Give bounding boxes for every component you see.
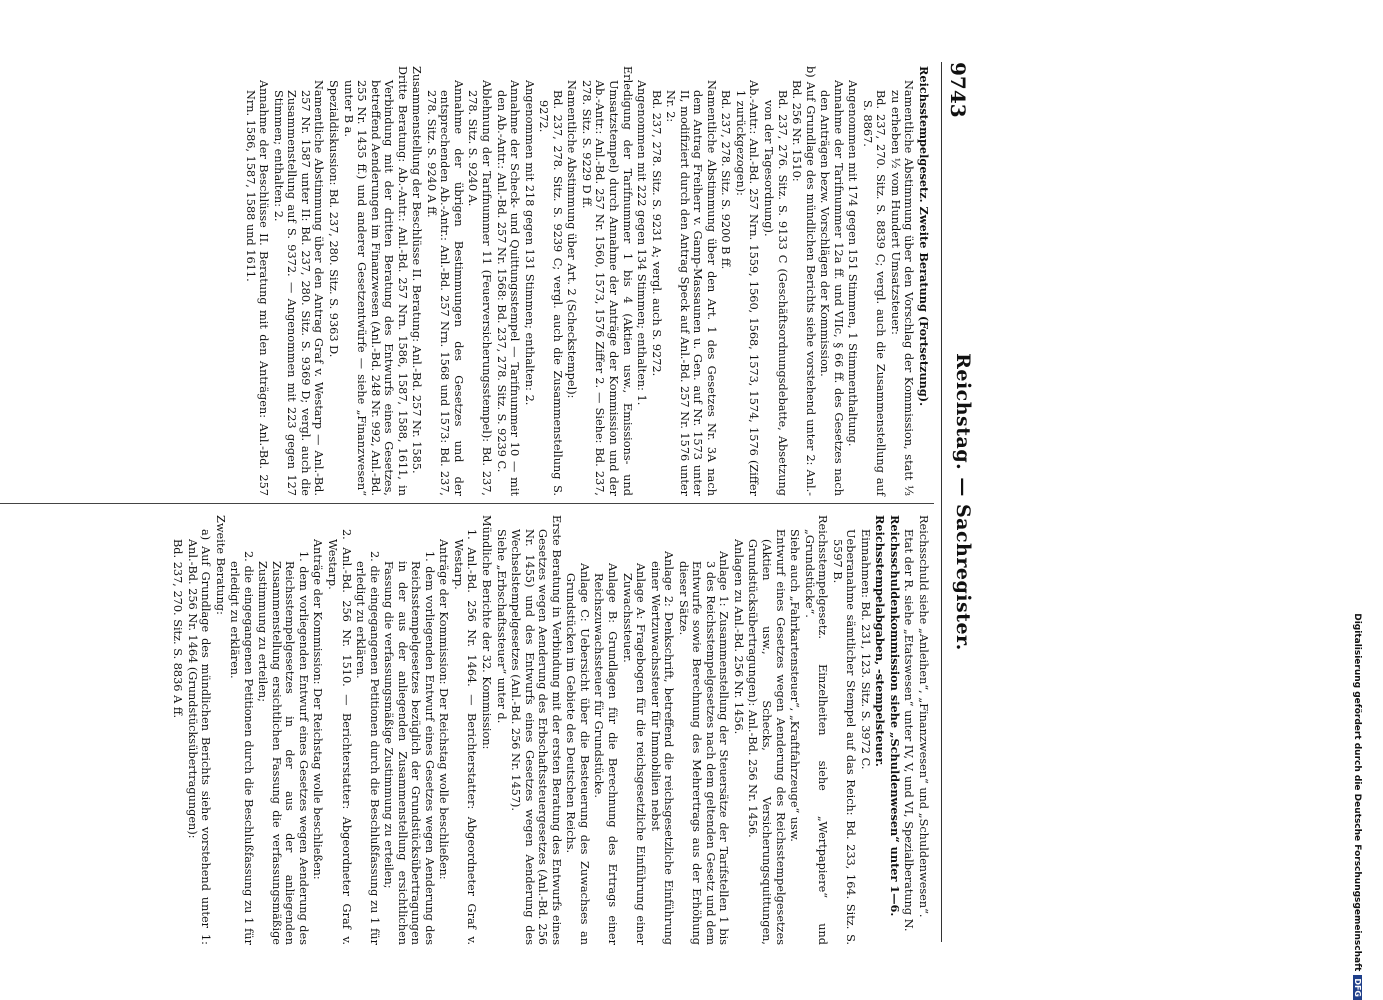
right-column (169, 515, 930, 945)
entry-line: Bd. 237, 276. Sitz. S. 9133 C (Geschäftsordnungsdebatte, Absetzung von der Tagesordnung). (761, 90, 789, 496)
entry-line: Bd. 237, 270. Sitz. S. 8836 A ff. (171, 539, 185, 719)
entry-line: 2. die eingegangenen Petitionen durch die Beschlußfassung zu 1 für erledigt zu erklären. (228, 551, 255, 945)
entry-line: Ab.-Antr.: Anl.-Bd. 257 Nrn. 1559, 1560, 1568, 1573, 1574, 1576 (Ziffer 1 zurückgezogen): (733, 80, 761, 496)
entry-line: Mündliche Berichte der 32. Kommission: (480, 515, 494, 750)
entry-heading: Reichsschuldenkommission siehe „Schuldenwesen“ unter 1—6. (887, 515, 902, 917)
entry-line: Annahme der Tarifnummer 12a ff. und VIIc, § 66 ff. des Gesetzes nach den Anträgen bezw. Vorschlägen der Kommission. (818, 80, 845, 496)
entry-line: Anlagen zu Anl.-Bd. 256 Nr. 1456. (731, 539, 745, 735)
entry-line: Annahme der Scheck- und Quittungsstempel — Tarifnummer 10 — mit den Ab.-Antr.: Anl.-Bd. 257 Nr. 1568: Bd. 237, 278. Sitz. S. 9239 C. (494, 80, 522, 496)
running-title: Reichstag. — Sachregister. (952, 353, 974, 651)
entry-line: Erledigung der Tarifnummer 1 bis 4 (Aktien usw., Emissions- und Umsatzstempel) durch Annahme der Anträge der Kommission und der Ab.-Antr.: Anl.-Bd. 257 Nr. 1560, 1573, 1576 Ziffer 2. — Siehe: Bd. 237, 278. Sitz. S. 9229 D ff. (579, 66, 634, 496)
entry-line: Namentliche Abstimmung über den Art. 1 des Gesetzes Nr. 3A nach dem Antrag Freiherr v. Gamp-Massaunen u. Gen. auf Nr. 1573 unter II, modifiziert durch den Antrag Speck auf Anl.-Bd. 257 Nr. 1576 unter Nr. 2: (664, 80, 718, 496)
entry-line: Zusammenstellung der Beschlüsse II. Beratung: Anl.-Bd. 257 Nr. 1585. (410, 66, 424, 474)
column-divider (0, 503, 934, 504)
entry-line: Anlage C: Uebersicht über die Besteuerung des Zuwachses an Grundstücken im Gebiete des Deutschen Reichs. (564, 563, 591, 945)
entry-line: Angenommen mit 174 gegen 151 Stimmen, 1 Stimmenthaltung. (846, 80, 860, 447)
entry-line: Annahme der übrigen Bestimmungen des Gesetzes und der entsprechenden Ab.-Antr.: Anl.-Bd. 257 Nrn. 1568 und 1573: Bd. 237, 278. Sitz. S. 9240 A ff. (424, 80, 465, 496)
entry-line: Namentliche Abstimmung über den Antrag Graf v. Westarp — Anl.-Bd. 257 Nr. 1587 unter II: Bd. 237, 280. Sitz. S. 9369 D; vergl. auch die Zusammenstellung auf S. 9372. — Angenommen mit 223 gegen 127 Stimmen; enthalten: 2. (271, 80, 326, 496)
entry-line: Bd. 237, 278. Sitz. S. 9231 A; vergl. auch S. 9272. (649, 90, 663, 377)
entry-line: 1. Anl.-Bd. 256 Nr. 1464. — Berichterstatter: Abgeordneter Graf v. Westarp. (451, 529, 479, 945)
entry-line: Ablehnung der Tarifnummer 11 (Feuerversicherungsstempel): Bd. 237, 278. Sitz. S. 9240 A. (466, 80, 494, 496)
entry-line: Angenommen mit 218 gegen 131 Stimmen; enthalten: 2. (522, 80, 536, 406)
entry-line: Bd. 237, 270. Sitz. S. 8839 C; vergl. auch die Zusammenstellung auf S. 8867. (860, 90, 888, 496)
entry-heading: Reichsstempelgesetz. Einzelheiten siehe „Wertpapiere“ und „Grundstücke“. (802, 515, 830, 945)
entry-line: Anträge der Kommission: Der Reichstag wolle beschließen: (437, 539, 451, 880)
credit-text: Digitalisierung gefördert durch die Deutsche Forschungsgemeinschaft (1352, 613, 1362, 972)
entry-line: Etat der R. siehe „Etatswesen“ unter IV, V, und VI, Spezialberatung N. (902, 529, 916, 932)
dfg-logo: DFG (1353, 975, 1362, 1000)
entry-line: Ueberanahme sämtlicher Stempel auf das Reich: Bd. 233, 164. Sitz. S. 5597 B. (830, 529, 858, 945)
header-rule (941, 62, 942, 942)
page-header (934, 62, 974, 942)
entry-line: Entwurf eines Gesetzes wegen Aenderung des Reichsstempelgesetzes (Aktien usw., Schecks, Versicherungsquittungen, Grundstücksübertragungen): Anl.-Bd. 256 Nr. 1456. (746, 529, 787, 945)
entry-line: Anlage 1: Zusammenstellung der Steuersätze der Tarifstellen 1 bis 3 des Reichsstempelgesetzes nach dem geltenden Gesetz und dem Entwurfe sowie Berechnung des Mehrertrags aus der Erhöhung dieser Sätze. (676, 551, 731, 945)
entry-heading: Reichsschuld siehe „Anleihen“, „Finanzwesen“ und „Schuldenwesen“. (917, 515, 930, 918)
entry-line: Anträge der Kommission: Der Reichstag wolle beschließen: (311, 539, 325, 880)
entry-line: Dritte Beratung: Ab.-Antr.: Anl.-Bd. 257 Nrn. 1586, 1587, 1588, 1611, in Verbindung mit der dritten Beratung des Entwurfs eines Gesetzes, betreffend Aenderungen im Finanzwesen (Anl.-Bd. 248 Nr. 992, Anl.-Bd. 255 Nr. 1435 ff.) und anderer Gesetzentwürfe — siehe „Finanzwesen“ unter B a. (341, 66, 409, 496)
entry-line: Einnahmen: Bd. 231, 123. Sitz. S. 3972 C. (858, 529, 872, 770)
entry-line: Namentliche Abstimmung über Art. 2 (Scheckstempel): (565, 80, 579, 399)
entry-line: Anlage 2: Denkschrift, betreffend die reichsgesetzliche Einführung einer Wertzuwachssteuer für Immobilien nebst (648, 551, 676, 945)
entry-line: Bd. 237, 278. Sitz. S. 9200 B ff. (719, 90, 733, 270)
entry-line: Namentliche Abstimmung über den Vorschlag der Kommission, statt ⅓ zu erheben ½ vom Hundert Umsatzsteuer: (888, 80, 916, 496)
entry-line: Zweite Beratung: (213, 515, 227, 615)
entry-line: 2. die eingegangenen Petitionen durch die Beschlußfassung zu 1 für erledigt zu erklären. (354, 551, 381, 945)
page-number: 9743 (946, 62, 970, 118)
entry-line: a) Auf Grundlage des mündlichen Berichts siehe vorstehend unter 1: Anl.-Bd. 256 Nr. 1464 (Grundstücksübertragungen): (185, 529, 213, 945)
entry-line: Anlage A: Fragebogen für die reichsgesetzliche Einführung einer Zuwachssteuer. (620, 563, 648, 945)
entry-line: Spezialdiskussion: Bd. 237, 280. Sitz. S. 9363 D. (327, 80, 341, 358)
entry-line: 1. dem vorliegenden Entwurf eines Gesetzes wegen Aenderung des Reichsstempelgesetzes bezüglich der Grundstücksübertragungen in der aus der anliegenden Zusammenstellung ersichtlichen Fassung die verfassungsmäßige Zustimmung zu erteilen; (382, 551, 436, 945)
entry-line: Annahme der Beschlüsse II. Beratung mit den Anträgen: Anl.-Bd. 257 Nrn. 1586, 1587, 1588 und 1611. (243, 80, 271, 496)
entry-line: Siehe auch „Fahrkartensteuer“, „Kraftfahrzeuge“ usw. (788, 529, 802, 842)
entry-line: Angenommen mit 222 gegen 134 Stimmen; enthalten: 1. (635, 80, 649, 406)
entry-heading: Reichsstempelgesetz. Zweite Beratung (Fortsetzung). (917, 66, 931, 407)
entry-line: Anlage B: Grundlagen für die Berechnung des Ertrags einer Reichszuwachssteuer für Grundstücke. (592, 563, 619, 945)
entry-line: 1. dem vorliegenden Entwurf eines Gesetzes wegen Aenderung des Reichsstempelgesetzes in der aus der anliegenden Zusammenstellung ersichtlichen Fassung die verfassungsmäßige Zustimmung zu erteilen; (256, 551, 310, 945)
entry-line: 2. Anl.-Bd. 256 Nr. 1510. — Berichterstatter: Abgeordneter Graf v. Westarp. (326, 529, 353, 945)
entry-heading: Reichsstempelabgaben, -stempelsteuer. (873, 515, 888, 767)
entry-line: Bd. 237, 278. Sitz. S. 9239 C; vergl. auch die Zusammenstellung S. 9272. (537, 90, 564, 496)
entry-line: b) Auf Grundlage des mündlichen Berichts siehe vorstehend unter 2: Anl.-Bd. 256 Nr. 1510: (790, 66, 817, 496)
entry-line: Erste Beratung in Verbindung mit der ersten Beratung des Entwurfs eines Gesetzes wegen Aenderung des Erbschaftssteuergesetzes (Anl.-Bd. 256 Nr. 1455) und des Entwurfs eines Gesetzes wegen Aenderung des Wechselstempelgesetzes (Anl.-Bd. 256 Nr. 1457). (509, 515, 563, 945)
left-column (242, 66, 930, 496)
digitization-credit (1348, 0, 1362, 1000)
entry-line: Siehe „Erbschaftssteuer“ unter d. (494, 529, 508, 724)
